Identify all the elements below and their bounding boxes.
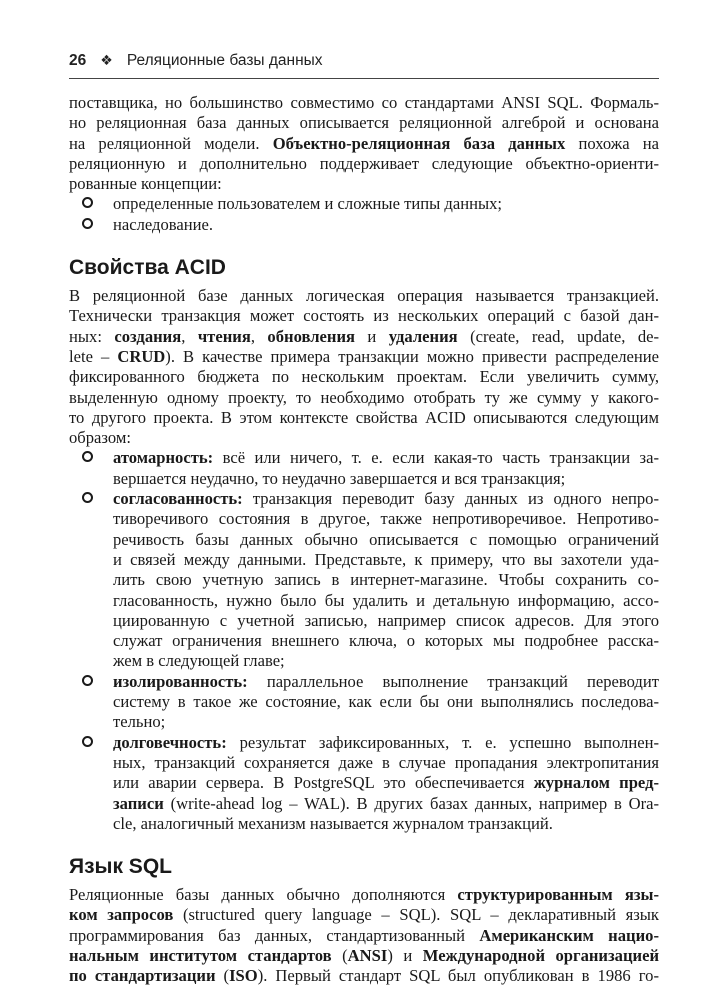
text-line: В реляционной базе данных логическая операция называется транзакцией. bbox=[69, 286, 659, 306]
text-line: lete – CRUD). В качестве примера транзакции можно привести распределение bbox=[69, 346, 659, 366]
text-line: систему в такое же состояние, как если бы они выполнялись последова- bbox=[113, 692, 659, 712]
text-line: то другого проекта. В этом контексте свойства ACID описываются следующим bbox=[69, 407, 659, 427]
text-line: согласованность: транзакция переводит базу данных из одного непро- bbox=[113, 489, 659, 509]
bullet-icon bbox=[82, 451, 93, 462]
text-line: ных, транзакций сохраняется даже в случае пропадания электропитания bbox=[113, 752, 659, 772]
header-rule bbox=[69, 78, 659, 79]
acid-paragraph bbox=[69, 286, 659, 448]
text-line: но реляционная база данных описывается реляционной алгеброй и основана bbox=[69, 113, 659, 133]
text-line: cle, аналогичный механизм называется журналом транзакций. bbox=[113, 813, 553, 833]
text-line: и связей между данными. Представьте, к примеру, что вы захотели уда- bbox=[113, 549, 659, 569]
acid-properties-list bbox=[69, 448, 659, 834]
text-line: образом: bbox=[69, 428, 131, 448]
list-item-consistency bbox=[69, 489, 659, 672]
text-line: Реляционные базы данных обычно дополняются структурированным язы- bbox=[69, 885, 659, 905]
text-line: изолированность: параллельное выполнение транзакций переводит bbox=[113, 671, 659, 691]
text-line: речивость базы данных обычно описывается с помощью ограничений bbox=[113, 529, 659, 549]
text-line: служат ограничения внешнего ключа, о которых мы подробнее расска- bbox=[113, 631, 659, 651]
list-item-isolation bbox=[69, 672, 659, 733]
text-line: Технически транзакция может состоять из нескольких операций с базой дан- bbox=[69, 306, 659, 326]
list-item: наследование. bbox=[69, 215, 659, 235]
text-line: записи (write-ahead log – WAL). В других базах данных, например в Ora- bbox=[113, 793, 659, 813]
text-line: программирования баз данных, стандартизованный Американским нацио- bbox=[69, 925, 659, 945]
text-line: долговечность: результат зафиксированных, т. е. успешно выполнен- bbox=[113, 732, 659, 752]
feature-list bbox=[69, 194, 659, 235]
text-line: тельно; bbox=[113, 712, 166, 732]
bullet-icon bbox=[82, 736, 93, 747]
bullet-icon bbox=[82, 218, 93, 229]
text-line: реляционную и дополнительно поддерживает следующие объектно-ориенти- bbox=[69, 153, 659, 173]
page-body bbox=[69, 93, 659, 987]
bullet-icon bbox=[82, 675, 93, 686]
text-line: лить свою учетную запись в интернет-магазине. Чтобы сохранить со- bbox=[113, 570, 659, 590]
text-line: жем в следующей главе; bbox=[113, 651, 285, 671]
text-line: вершается неудачно, то неудачно завершается и вся транзакция; bbox=[113, 468, 566, 488]
list-item-atomicity bbox=[69, 448, 659, 489]
ornament-icon: ❖ bbox=[100, 52, 113, 68]
intro-paragraph bbox=[69, 93, 659, 194]
section-heading-acid: Свойства ACID bbox=[69, 256, 226, 280]
text-line: на реляционной модели. Объектно-реляционная база данных похожа на bbox=[69, 133, 659, 153]
text-line: ком запросов (structured query language – SQL). SQL – декларативный язык bbox=[69, 905, 659, 925]
running-head bbox=[69, 52, 659, 70]
text-line: циированную с учетной записью, например список адресов. Для этого bbox=[113, 610, 659, 630]
text-line: поставщика, но большинство совместимо со стандартами ANSI SQL. Формаль- bbox=[69, 93, 659, 112]
sql-paragraph bbox=[69, 885, 659, 986]
text-line: ных: создания, чтения, обновления и удаления (create, read, update, de- bbox=[69, 326, 660, 346]
text-line: тиворечивого состояния в другое, также непротиворечивое. Непротиво- bbox=[113, 509, 659, 529]
list-item: определенные пользователем и сложные типы данных; bbox=[69, 194, 659, 214]
text-line: рованные концепции: bbox=[69, 174, 222, 194]
text-line: фиксированного бюджета по нескольким проектам. Если увеличить сумму, bbox=[69, 367, 659, 387]
section-heading-sql: Язык SQL bbox=[69, 855, 172, 879]
text-line: атомарность: всё или ничего, т. е. если какая-то часть транзакции за- bbox=[113, 448, 659, 468]
text-line: нальным институтом стандартов (ANSI) и Международной организацией bbox=[69, 945, 659, 965]
text-line: или аварии сервера. В PostgreSQL это обеспечивается журналом пред- bbox=[113, 773, 659, 793]
page-number: 26 bbox=[69, 52, 87, 69]
list-item-durability bbox=[69, 733, 659, 834]
text-line: по стандартизации (ISO). Первый стандарт SQL был опубликован в 1986 го- bbox=[69, 966, 659, 986]
text-line: выделенную одному проекту, то необходимо отобрать ту же сумму у какого- bbox=[69, 387, 659, 407]
chapter-title: Реляционные базы данных bbox=[126, 52, 323, 69]
bullet-icon bbox=[82, 492, 93, 503]
bullet-icon bbox=[82, 197, 93, 208]
text-line: гласованность, нужно было бы удалить и детальную информацию, ассо- bbox=[113, 590, 659, 610]
